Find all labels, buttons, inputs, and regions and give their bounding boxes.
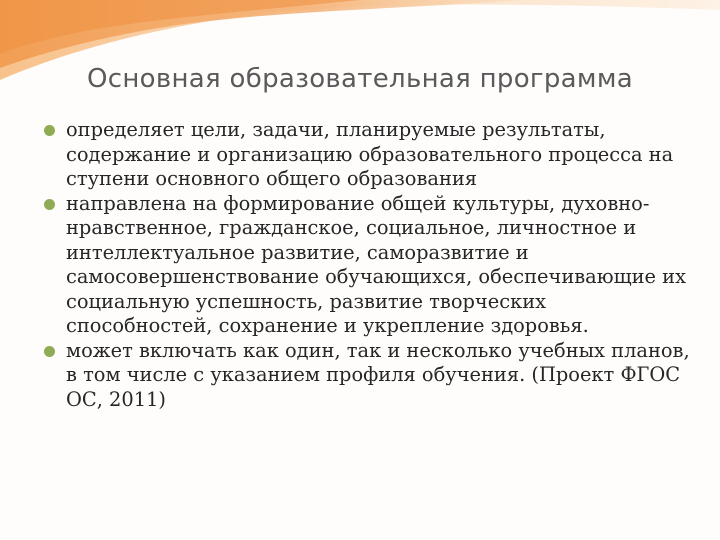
bullet-text: может включать как один, так и несколько учебных планов, в том числе с указанием профиля обучения. (Проект ФГОС ОС, 2011): [66, 338, 690, 411]
slide-content: [44, 118, 694, 412]
bullet-text: направлена на формирование общей культуры, духовно-нравственное, гражданское, социальное, личностное и интеллектуальное развитие, саморазвитие и самосовершенствование обучающихся, обеспечивающие их социальную успешность, развитие творческих способностей, сохранение и укрепление здоровья.: [66, 191, 687, 337]
bullet-dot-icon: [44, 125, 55, 136]
bullet-item: [44, 339, 694, 413]
bullet-item: [44, 118, 694, 192]
bullet-dot-icon: [44, 199, 55, 210]
bullet-dot-icon: [44, 346, 55, 357]
bullet-item: [44, 192, 694, 339]
bullet-list: [44, 118, 694, 412]
slide-title: Основная образовательная программа: [87, 64, 633, 94]
bullet-text: определяет цели, задачи, планируемые результаты, содержание и организацию образовательного процесса на ступени основного общего образования: [66, 118, 674, 190]
